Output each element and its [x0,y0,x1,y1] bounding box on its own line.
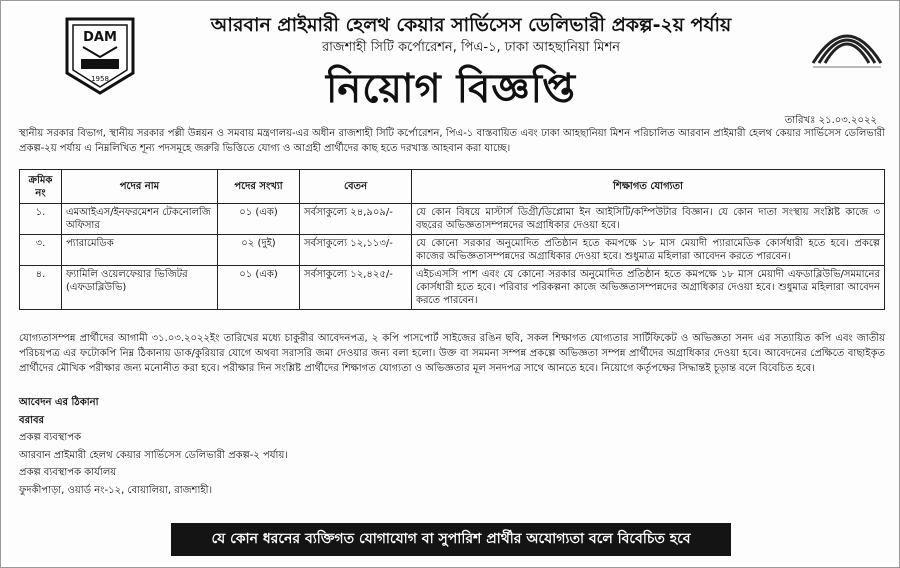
cell-qualification: যে কোনো সরকার অনুমোদিত প্রতিষ্ঠান হতে কমপক্ষে ১৮ মাস মেয়াদী প্যারামেডিক কোর্সধারী হতে হবে। প্রকল্পে কাজের অভিজ্ঞতাসম্পন্নদের অগ্রাধিকার দেওয়া হবে। শুধুমাত্র মহিলারা আবেদন করতে পারবেন। [412,235,885,266]
table-row [20,204,885,235]
logo-text: DAM [83,30,117,45]
address-line: আরবান প্রাইমারী হেলথ কেয়ার সার্ভিসেস ডেলিভারী প্রকল্প-২ পর্যায়। [19,449,288,461]
cell-serial: ১. [20,204,62,235]
intro-paragraph: স্থানীয় সরকার বিভাগ, স্থানীয় সরকার পল্লী উন্নয়ন ও সমবায় মন্ত্রণালয়-এর অধীন রাজশাহী সিটি কর্পোরেশন, পিএ-১ বাস্তবায়িত এবং ঢাকা আহছানিয়া মিশন পরিচালিত আরবান প্রাইমারী হেলথ কেয়ার সার্ভিসেস ডেলিভারী প্রকল্প-২য় পর্যায় এ নিম্নলিখিত শূন্য পদসমূহে জরুরি ভিত্তিতে যোগ্য ও আগ্রহী প্রার্থীদের কাছ হতে দরখাস্ত আহবান করা যাচ্ছে। [19,128,885,154]
cell-count: ০২ (দুই) [218,235,300,266]
vacancy-table [19,169,885,310]
address-line: প্রকল্প ব্যবস্থাপক কার্যালয় [19,467,117,478]
cell-qualification: যে কোন বিষয়ে মাস্টার্স ডিগ্রী/ডিপ্লোমা ইন আইসিটি/কম্পিউটার বিজ্ঞান। যে কোন দাতা সংস্থায় সংশ্লিষ্ট কাজে ৩ বছরের অভিজ্ঞতাসম্পন্নদের অগ্রাধিকার দেওয়া হবে। [412,204,885,235]
header-post: পদের নাম [62,170,218,204]
address-line: প্রকল্প ব্যবস্থাপক [19,432,82,443]
header-serial: ক্রমিক নং [20,170,62,204]
address-to: বরাবর [19,414,45,426]
cell-post: এমআইএস/ইনফরমেশন টেকনোলজি অফিসার [62,204,218,235]
urban-project-logo [807,15,887,73]
dam-logo [61,15,139,95]
cell-serial: ৪. [20,266,62,310]
cell-salary: সর্বসাকুল্যে ১২,১১৩/- [300,235,412,266]
footer-warning-notice: যে কোন ধরনের ব্যক্তিগত যোগাযোগ বা সুপারিশ প্রার্থীর অযোগ্যতা বলে বিবেচিত হবে [171,523,731,556]
table-row [20,235,885,266]
cell-post: ফ্যামিলি ওয়েলফেয়ার ভিজিটর (এফডাব্লিউভি) [62,266,218,310]
header-count: পদের সংখ্যা [218,170,300,204]
table-row [20,266,885,310]
cell-qualification: এইচএসসি পাশ এবং যে কোনো সরকার অনুমোদিত প্রতিষ্ঠান হতে কমপক্ষে ১৮ মাস মেয়াদী এফডাব্লিউভি/সমমানের কোর্সধারী হতে হবে। পরিবার পরিকল্পনা কাজে অভিজ্ঞতাসম্পন্নদের অগ্রাধিকার দেওয়া হবে। শুধুমাত্র মহিলারা আবেদন করতে পারবেন। [412,266,885,310]
org-title: আরবান প্রাইমারী হেলথ কেয়ার সার্ভিসেস ডেলিভারী প্রকল্প-২য় পর্যায় [210,14,732,36]
notice-headline: নিয়োগ বিজ্ঞপ্তি [325,66,576,112]
address-line: ফুদকীপাড়া, ওয়ার্ড নং-১২, বোয়ালিয়া, রাজশাহী। [19,484,213,496]
cell-count: ০১ (এক) [218,266,300,310]
address-heading: আবেদন এর ঠিকানা [19,397,99,408]
org-subtitle: রাজশাহী সিটি কর্পোরেশন, পিএ-১, ঢাকা আহছানিয়া মিশন [322,40,620,55]
cell-post: প্যারামেডিক [62,235,218,266]
cell-salary: সর্বসাকুল্যে ২৪,৯০৯/- [300,204,412,235]
cell-count: ০১ (এক) [218,204,300,235]
application-address [19,394,519,499]
application-instructions: যোগ্যতাসম্পন্ন প্রার্থীদের আগামী ৩১.০৩.২০২২ইং তারিখের মধ্যে চাকুরীর আবেদনপত্র, ২ কপি পাসপোর্ট সাইজের রঙিন ছবি, সকল শিক্ষাগত যোগ্যতার সার্টিফিকেট ও অভিজ্ঞতা সনদ এর সত্যায়িত কপি এবং জাতীয় পরিচয়পত্র এর ফটোকপি নিম্ন ঠিকানায় ডাক/কুরিয়ার যোগে অথবা সরাসরি জমা দেওয়ার জন্য বলা হলো। উক্ত বা সমমনা সম্পন্ন প্রকল্পে অভিজ্ঞতা সম্পন্ন প্রার্থীদের অগ্রাধিকার দেওয়া হবে। আবেদনের প্রেক্ষিতে বাছাইকৃত প্রার্থীদের মৌখিক পরীক্ষার জন্য মনোনীত করা হবে। পরীক্ষার দিন সংশ্লিষ্ট প্রার্থীদের শিক্ষাগত যোগ্যতা ও অভিজ্ঞতার মূল সনদপত্র সাথে আনতে হবে। নিয়োগে কর্তৃপক্ষের সিদ্ধান্তই চূড়ান্ত বলে বিবেচিত হবে। [19,333,885,374]
table-header-row [20,170,885,204]
notice-date: তারিখঃ ২১.০৩.২০২২ [784,115,877,126]
cell-serial: ৩. [20,235,62,266]
header-salary: বেতন [300,170,412,204]
cell-salary: সর্বসাকুল্যে ১২,৪২৫/- [300,266,412,310]
header-qualification: শিক্ষাগত যোগ্যতা [412,170,885,204]
logo-year: 1958 [91,75,109,83]
